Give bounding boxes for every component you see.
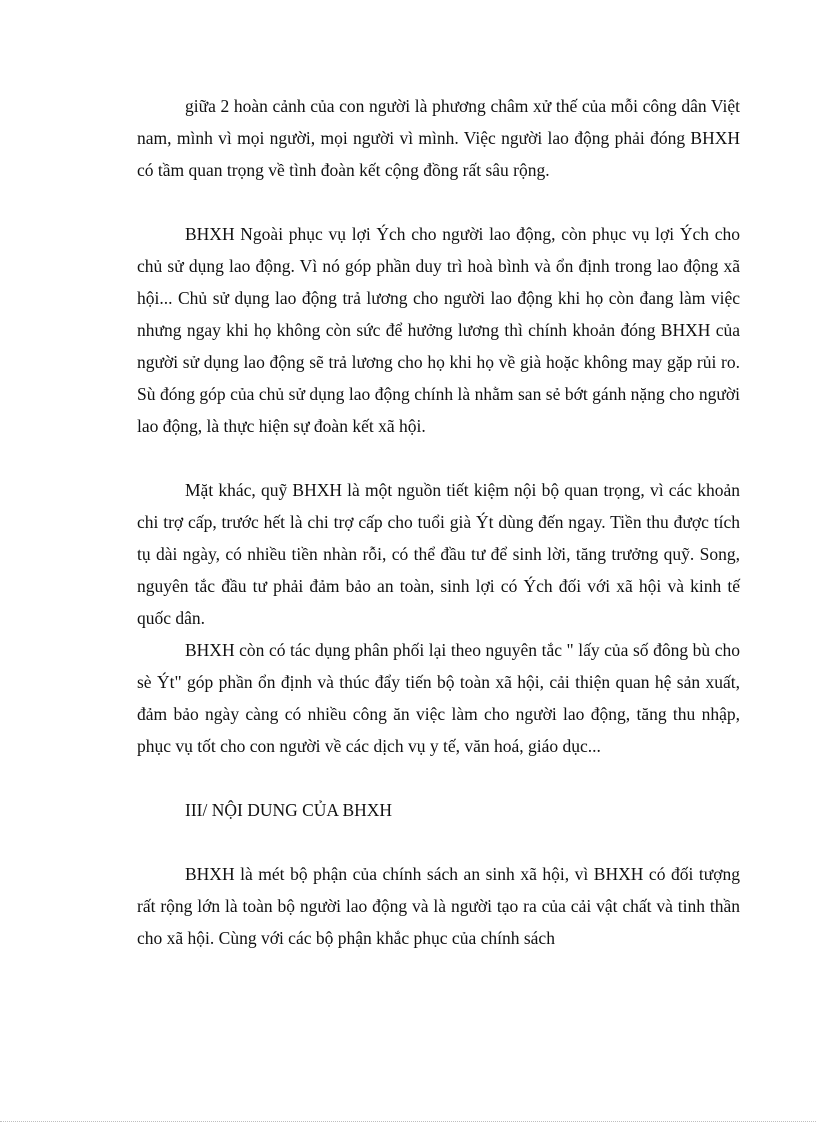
- section-heading: III/ NỘI DUNG CỦA BHXH: [185, 800, 393, 820]
- paragraph-spacer: [137, 762, 740, 794]
- paragraph-spacer: [137, 186, 740, 218]
- page-bottom-dotted-rule: [0, 1121, 816, 1122]
- paragraph-2: BHXH Ngoài phục vụ lợi Ých cho người lao động, còn phục vụ lợi Ých cho chủ sử dụng lao động. Vì nó góp phần duy trì hoà bình và ổn định trong lao động xã hội... Chủ sử dụng lao động trả lương cho người lao động khi họ còn đang làm việc nhưng ngay khi họ không còn sức để hưởng lương thì chính khoản đóng BHXH của người sử dụng lao động sẽ trả lương cho họ khi họ về già hoặc không may gặp rủi ro. Sù đóng góp của chủ sử dụng lao động chính là nhằm san sẻ bớt gánh nặng cho người lao động, là thực hiện sự đoàn kết xã hội.: [137, 224, 740, 436]
- paragraph-4: BHXH còn có tác dụng phân phối lại theo nguyên tắc " lấy của số đông bù cho sè Ýt" góp phần ổn định và thúc đẩy tiến bộ toàn xã hội, cải thiện quan hệ sản xuất, đảm bảo ngày càng có nhiều công ăn việc làm cho người lao động, tăng thu nhập, phục vụ tốt cho con người về các dịch vụ y tế, văn hoá, giáo dục...: [137, 640, 740, 756]
- paragraph-spacer: [137, 442, 740, 474]
- paragraph-5: BHXH là mét bộ phận của chính sách an sinh xã hội, vì BHXH có đối tượng rất rộng lớn là toàn bộ người lao động và là người tạo ra của cải vật chất và tinh thần cho xã hội. Cùng với các bộ phận khắc phục của chính sách: [137, 864, 740, 948]
- paragraph-1: giữa 2 hoàn cảnh của con người là phương châm xử thế của mỗi công dân Việt nam, mình vì mọi người, mọi người vì mình. Việc người lao động phải đóng BHXH có tầm quan trọng về tình đoàn kết cộng đồng rất sâu rộng.: [137, 96, 740, 180]
- paragraph-spacer: [137, 826, 740, 858]
- paragraph-3: Mặt khác, quỹ BHXH là một nguồn tiết kiệm nội bộ quan trọng, vì các khoản chi trợ cấp, trước hết là chi trợ cấp cho tuổi già Ýt dùng đến ngay. Tiền thu được tích tụ dài ngày, có nhiều tiền nhàn rỗi, có thể đầu tư để sinh lời, tăng trưởng quỹ. Song, nguyên tắc đầu tư phải đảm bảo an toàn, sinh lợi có Ých đối với xã hội và kinh tế quốc dân.: [137, 480, 740, 628]
- document-body: [137, 90, 740, 954]
